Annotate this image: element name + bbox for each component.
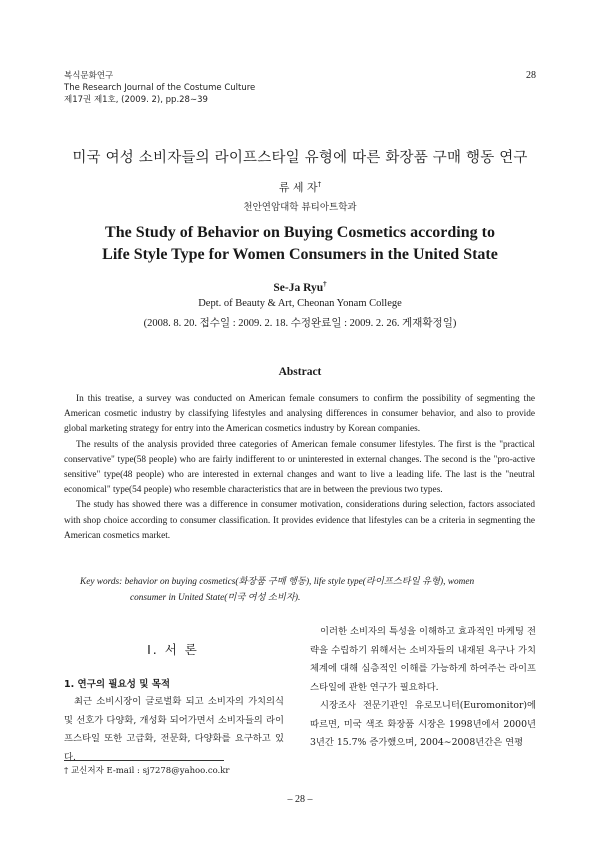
page-number-top: 28	[526, 70, 536, 81]
title-english-line1: The Study of Behavior on Buying Cosmetics according to	[105, 224, 495, 241]
journal-title-en: The Research Journal of the Costume Culture	[64, 83, 256, 93]
body-paragraph: 이러한 소비자의 특성을 이해하고 효과적인 마케팅 전략을 수립하기 위해서는 소비자들의 내재된 욕구나 가치체계에 대해 심층적인 이해를 가능하게 하여주는 라이프스타일에 관한 연구가 필요하다.	[310, 626, 536, 693]
body-paragraph: 시장조사 전문기관인 유로모니터(Euromonitor)에 따르면, 미국 색조 화장품 시장은 1998년에서 2000년 3년간 15.7% 증가했으며, 2004∼2008년간은 연평	[310, 700, 536, 748]
abstract-body	[64, 392, 535, 544]
affiliation-english: Dept. of Beauty & Art, Cheonan Yonam College	[198, 298, 402, 309]
submission-dates: (2008. 8. 20. 접수일 : 2009. 2. 18. 수정완료일 : 2009. 2. 26. 게재확정일)	[143, 318, 457, 329]
journal-title-ko: 복식문화연구	[64, 71, 114, 81]
title-korean: 미국 여성 소비자들의 라이프스타일 유형에 따른 화장품 구매 행동 연구	[72, 150, 528, 166]
corresponding-mark: †	[317, 180, 322, 189]
affiliation-korean: 천안연암대학 뷰티아트학과	[243, 202, 357, 213]
keywords	[80, 574, 540, 606]
page-number-bottom: – 28 –	[287, 794, 313, 805]
subsection-heading: 1. 연구의 필요성 및 목적	[64, 679, 171, 690]
title-english	[60, 222, 540, 266]
body-right-column	[310, 623, 536, 753]
footnote-divider	[64, 760, 224, 761]
keywords-line1: Key words: behavior on buying cosmetics(화장품 구매 행동), life style type(라이프스타일 유형), women	[80, 577, 475, 587]
journal-header	[64, 70, 255, 106]
journal-volume: 제17권 제1호, (2009. 2), pp.28∼39	[64, 95, 208, 105]
abstract-paragraph: In this treatise, a survey was conducted on American female consumers to confirm the possibility of segmenting the American cosmetic industry by classifying lifestyles and analysing differences in consumer behavior, and also to provide global marketing strategy for entry into the American cosmetics industry by Korean companies.	[64, 394, 535, 435]
author-english	[0, 280, 600, 294]
abstract-paragraph: The study has showed there was a difference in consumer motivation, considerations during selection, factors associated with shop choice according to consumer classification. It provides evidence that lifestyles can be a criteria in segmenting the American cosmetics market.	[64, 500, 535, 541]
corresponding-mark-en: †	[323, 280, 327, 288]
author-name-ko: 류 세 자	[278, 181, 318, 194]
footnote: † 교신저자 E-mail : sj7278@yahoo.co.kr	[64, 766, 230, 776]
abstract-heading: Abstract	[278, 366, 322, 378]
author-name-en: Se-Ja Ryu	[273, 281, 324, 294]
title-english-line2: Life Style Type for Women Consumers in the United State	[102, 246, 498, 263]
author-korean	[0, 179, 600, 195]
body-left-column	[64, 693, 284, 767]
abstract-paragraph: The results of the analysis provided three categories of American female consumer lifestyles. The first is the "practical conservative" type(58 people) who are fairly indifferent to or uninterested in external changes. The second is the "pro-active sensitive" type(48 people) who are interested in external changes and want to live a leading life. The last is the "neutral economical" type(54 people) who resemble characteristics that are in between the previous two types.	[64, 439, 535, 496]
body-paragraph: 최근 소비시장이 글로벌화 되고 소비자의 가치의식 및 선호가 다양화, 개성화 되어가면서 소비자들의 라이프스타일 또한 고급화, 전문화, 다양화를 요구하고 있다.	[64, 696, 284, 763]
keywords-line2: consumer in United State(미국 여성 소비자).	[130, 593, 301, 603]
section-heading: Ⅰ. 서 론	[147, 642, 199, 657]
